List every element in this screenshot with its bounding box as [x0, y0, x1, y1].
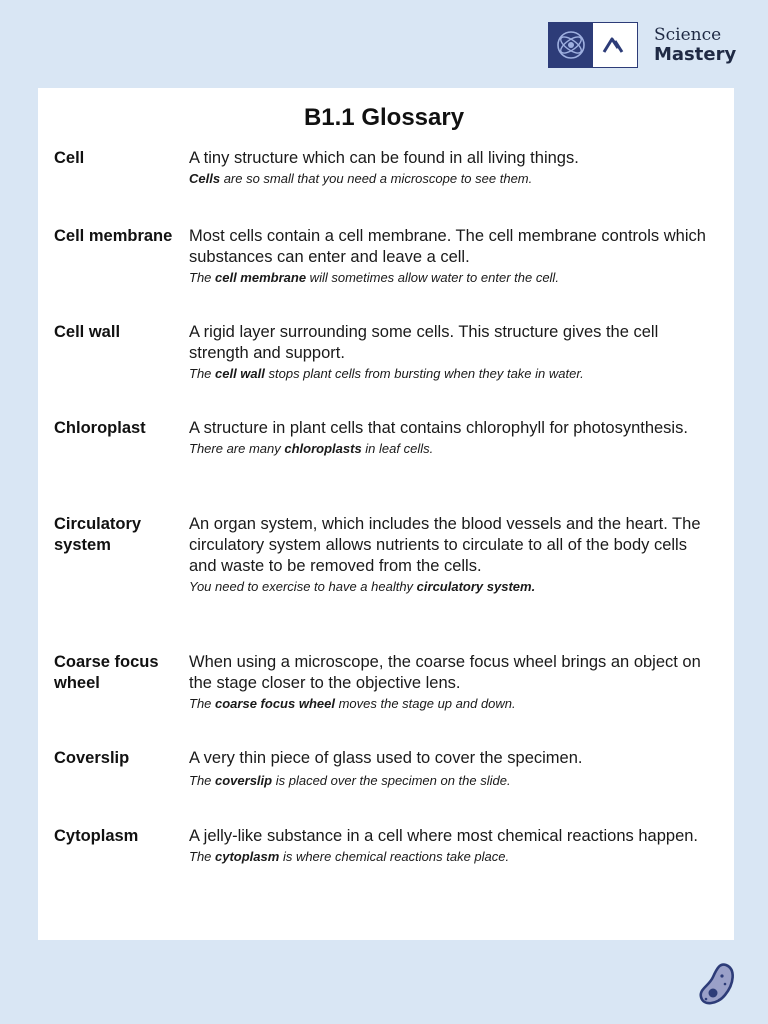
glossary-term: Cell	[54, 149, 85, 167]
logo-text	[654, 26, 736, 64]
glossary-definition-block	[189, 652, 709, 713]
glossary-definition: When using a microscope, the coarse focus wheel brings an object on the stage closer to the objective lens.	[189, 653, 701, 692]
glossary-term: Chloroplast	[54, 419, 146, 437]
logo-mark	[548, 22, 638, 68]
page-title: B1.1 Glossary	[303, 104, 465, 131]
glossary-example: The coarse focus wheel moves the stage up and down.	[189, 696, 516, 711]
example-keyword: cytoplasm	[215, 849, 280, 864]
glossary-definition: A rigid layer surrounding some cells. This structure gives the cell strength and support.	[189, 323, 659, 362]
glossary-definition-block	[189, 826, 709, 866]
glossary-definition: A tiny structure which can be found in all living things.	[189, 149, 579, 167]
glossary-definition: Most cells contain a cell membrane. The cell membrane controls which substances can enter and leave a cell.	[189, 227, 706, 266]
glossary-term: Cell membrane	[54, 227, 173, 245]
microbe-icon	[696, 960, 740, 1013]
glossary-definition-block	[189, 226, 709, 287]
example-keyword: coverslip	[215, 773, 273, 788]
atom-icon	[549, 23, 593, 67]
science-mastery-logo	[548, 22, 736, 68]
glossary-definition: A structure in plant cells that contains chlorophyll for photosynthesis.	[189, 419, 688, 437]
logo-word-mastery: Mastery	[654, 44, 737, 65]
example-keyword: cell wall	[215, 366, 265, 381]
glossary-term: Circulatory system	[54, 515, 142, 554]
glossary-example: The cell membrane will sometimes allow water to enter the cell.	[189, 270, 559, 285]
glossary-definition-block	[189, 418, 709, 458]
glossary-term: Cytoplasm	[54, 827, 139, 845]
glossary-definition-block	[189, 322, 709, 383]
glossary-term: Cell wall	[54, 323, 121, 341]
glossary-definition-block	[189, 514, 709, 596]
glossary-definition: An organ system, which includes the blood vessels and the heart. The circulatory system allows nutrients to circulate to all of the body cells and waste to be removed from the cells.	[189, 515, 701, 575]
glossary-example: The cell wall stops plant cells from bursting when they take in water.	[189, 366, 584, 381]
glossary-example: You need to exercise to have a healthy circulatory system.	[189, 579, 536, 594]
example-keyword: chloroplasts	[284, 441, 362, 456]
example-keyword: Cells	[189, 171, 221, 186]
glossary-definition: A very thin piece of glass used to cover the specimen.	[189, 749, 583, 767]
glossary-definition-block	[189, 748, 709, 790]
glossary-example: There are many chloroplasts in leaf cells.	[189, 441, 434, 456]
mastery-mark-icon	[593, 23, 637, 67]
glossary-example: The coverslip is placed over the specimen on the slide.	[189, 773, 511, 788]
glossary-definition: A jelly-like substance in a cell where most chemical reactions happen.	[189, 827, 699, 845]
example-keyword: cell membrane	[215, 270, 307, 285]
glossary-term: Coverslip	[54, 749, 130, 767]
example-keyword: coarse focus wheel	[215, 696, 335, 711]
glossary-definition-block	[189, 148, 709, 188]
logo-word-science: Science	[654, 25, 722, 45]
glossary-term: Coarse focus wheel	[54, 653, 159, 692]
glossary-example: The cytoplasm is where chemical reactions take place.	[189, 849, 510, 864]
glossary-example: Cells are so small that you need a microscope to see them.	[189, 171, 533, 186]
example-keyword: circulatory system.	[416, 579, 536, 594]
